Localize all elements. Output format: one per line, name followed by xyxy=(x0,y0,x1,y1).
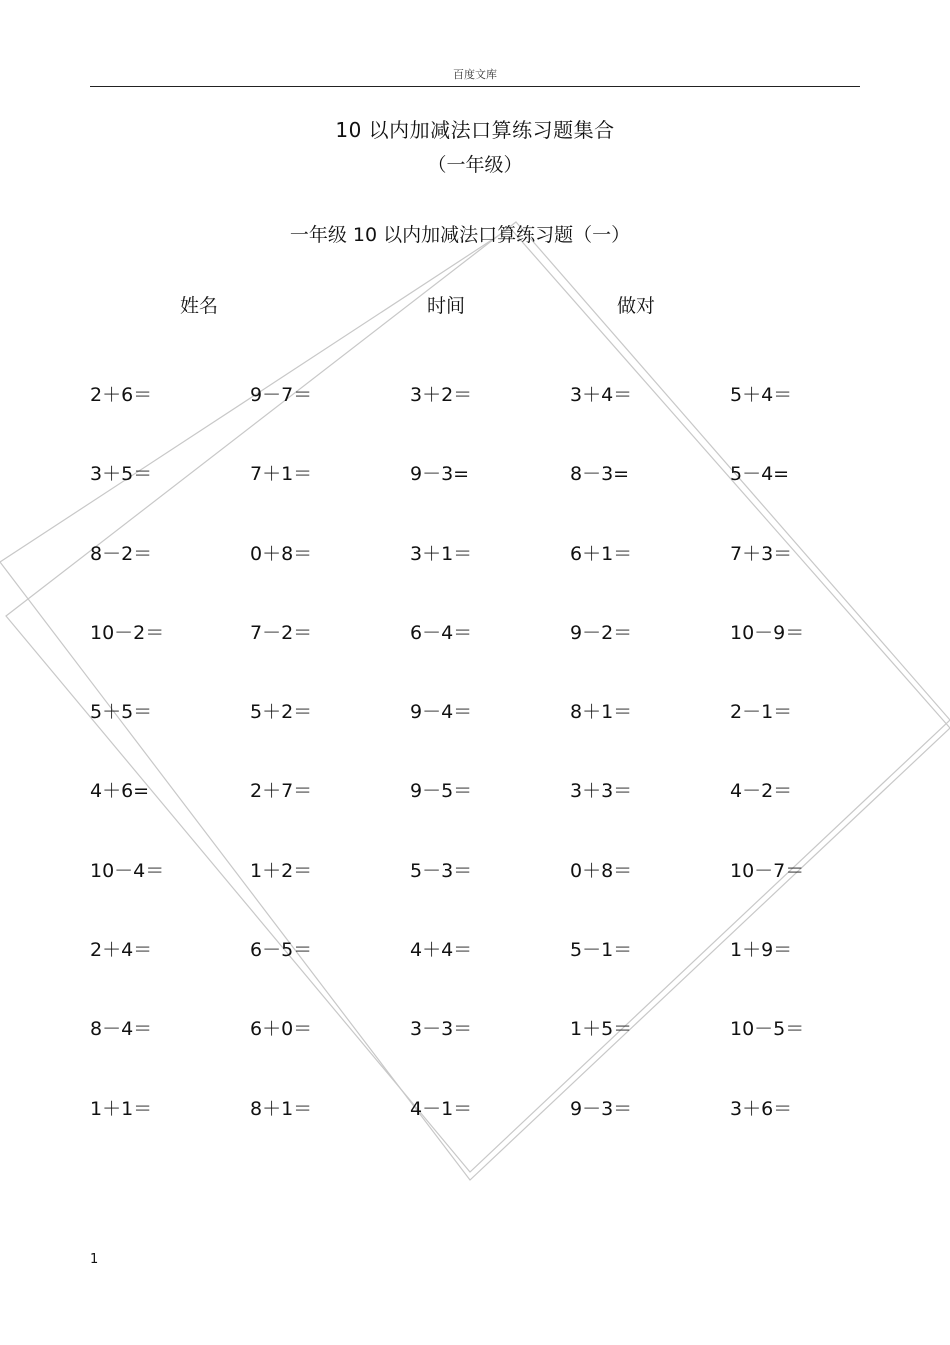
correct-count-label: 做对 xyxy=(617,295,656,317)
problem-item: 3＋4＝ xyxy=(570,384,633,406)
problem-item: 4－1＝ xyxy=(410,1097,473,1120)
problem-item: 8－2＝ xyxy=(90,542,153,565)
problem-row xyxy=(90,1014,890,1093)
problem-item: 10－2＝ xyxy=(90,621,165,644)
name-label: 姓名 xyxy=(180,295,219,317)
problem-item: 8－4＝ xyxy=(90,1018,153,1041)
problem-row xyxy=(90,618,890,697)
problem-item: 4＋6= xyxy=(90,780,150,803)
problem-item: 9－3= xyxy=(410,463,470,486)
problem-item: 5＋4＝ xyxy=(730,384,793,406)
problem-row xyxy=(90,1094,890,1173)
header-divider xyxy=(90,86,860,87)
problem-item: 3＋3＝ xyxy=(570,780,633,803)
problem-item: 1＋9＝ xyxy=(730,939,793,962)
problem-item: 10－9＝ xyxy=(730,621,805,644)
document-subtitle: （一年级） xyxy=(427,154,523,176)
problem-item: 0＋8＝ xyxy=(250,542,313,565)
problem-item: 3＋6＝ xyxy=(730,1097,793,1120)
problem-item: 9－7＝ xyxy=(250,384,313,406)
problem-row xyxy=(90,697,890,776)
problem-row xyxy=(90,459,890,538)
problem-row xyxy=(90,380,890,459)
problem-row xyxy=(90,935,890,1014)
problem-item: 0＋8＝ xyxy=(570,859,633,882)
problem-item: 5－3＝ xyxy=(410,859,473,882)
section-title: 一年级 10 以内加减法口算练习题（一） xyxy=(289,224,631,246)
problem-item: 2－1＝ xyxy=(730,701,793,724)
problem-item: 3－3＝ xyxy=(410,1018,473,1041)
problem-item: 1＋5＝ xyxy=(570,1018,633,1041)
problem-item: 7＋3＝ xyxy=(730,542,793,565)
problem-item: 4＋4＝ xyxy=(410,939,473,962)
problem-item: 3＋1＝ xyxy=(410,542,473,565)
problem-item: 3＋5＝ xyxy=(90,463,153,486)
problem-row xyxy=(90,539,890,618)
page-number: 1 xyxy=(90,1252,99,1267)
problem-item: 5＋2＝ xyxy=(250,701,313,724)
problem-item: 6＋1＝ xyxy=(570,542,633,565)
problem-item: 3＋2＝ xyxy=(410,384,473,406)
header-source-label: 百度文库 xyxy=(453,68,497,81)
problem-item: 7＋1＝ xyxy=(250,463,313,486)
problem-item: 8－3= xyxy=(570,463,630,486)
document-title: 10 以内加减法口算练习题集合 xyxy=(335,118,615,142)
problem-item: 2＋7＝ xyxy=(250,780,313,803)
problem-item: 6－4＝ xyxy=(410,621,473,644)
problem-item: 1＋2＝ xyxy=(250,859,313,882)
problem-item: 9－5＝ xyxy=(410,780,473,803)
problem-item: 8＋1＝ xyxy=(250,1097,313,1120)
problem-item: 5－1＝ xyxy=(570,939,633,962)
problem-item: 10－5＝ xyxy=(730,1018,805,1041)
problem-item: 7－2＝ xyxy=(250,621,313,644)
problem-item: 1＋1＝ xyxy=(90,1097,153,1120)
problem-item: 6－5＝ xyxy=(250,939,313,962)
problem-item: 5－4= xyxy=(730,463,790,486)
problem-item: 10－7＝ xyxy=(730,859,805,882)
problem-row xyxy=(90,856,890,935)
problem-item: 9－2＝ xyxy=(570,621,633,644)
problem-item: 9－4＝ xyxy=(410,701,473,724)
problem-item: 9－3＝ xyxy=(570,1097,633,1120)
problem-row xyxy=(90,776,890,855)
problem-item: 8＋1＝ xyxy=(570,701,633,724)
problem-item: 4－2＝ xyxy=(730,780,793,803)
problem-item: 10－4＝ xyxy=(90,859,165,882)
problem-grid xyxy=(90,380,890,1173)
problem-item: 2＋6＝ xyxy=(90,384,153,406)
time-label: 时间 xyxy=(427,295,466,317)
problem-item: 5＋5＝ xyxy=(90,701,153,724)
problem-item: 6＋0＝ xyxy=(250,1018,313,1041)
problem-item: 2＋4＝ xyxy=(90,939,153,962)
